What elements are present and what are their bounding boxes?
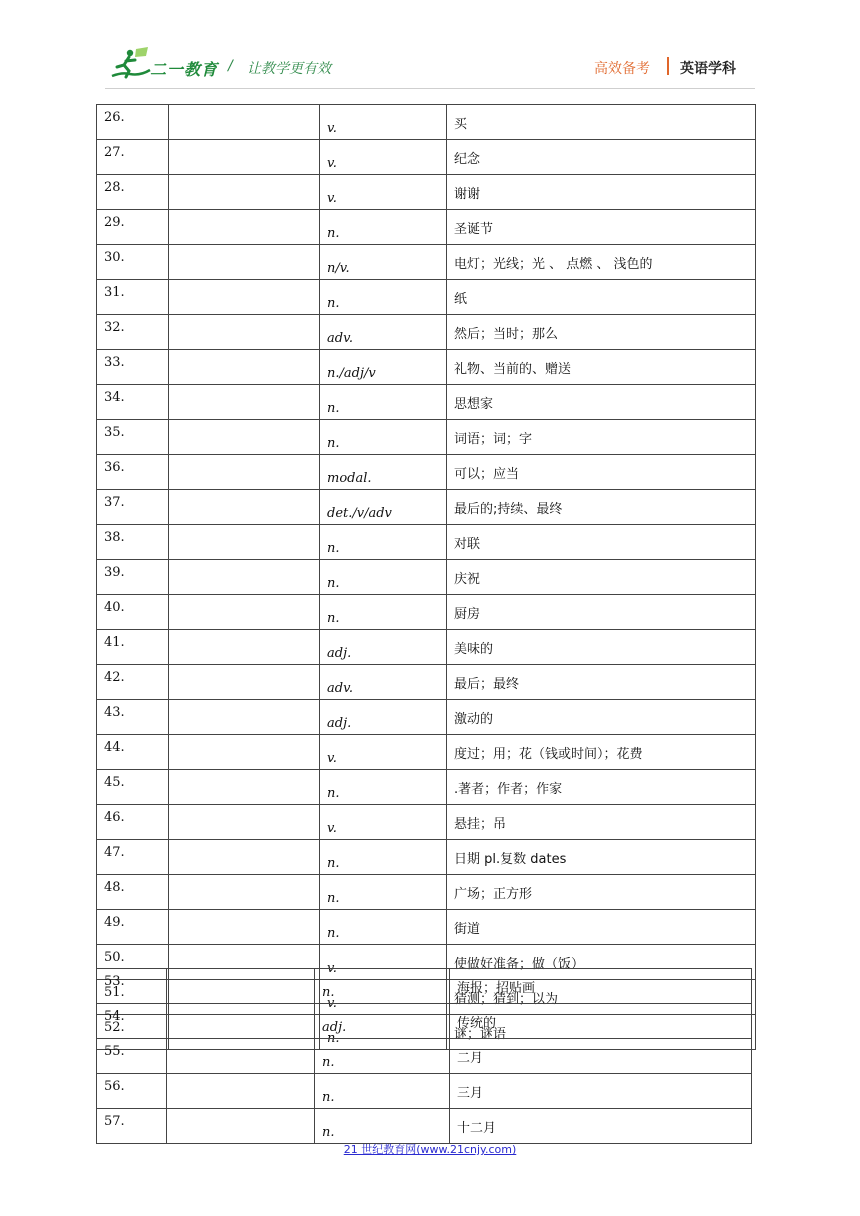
part-of-speech: modal.: [320, 455, 447, 490]
part-of-speech: n.: [320, 210, 447, 245]
word-blank[interactable]: [169, 770, 320, 805]
word-blank[interactable]: [169, 700, 320, 735]
meaning-cell: 可以；应当: [447, 455, 756, 490]
row-number: 38.: [97, 525, 169, 560]
table-row: [97, 805, 756, 840]
word-blank[interactable]: [167, 969, 315, 1004]
table-row: [97, 1039, 752, 1074]
word-blank[interactable]: [169, 350, 320, 385]
part-of-speech: n.: [320, 595, 447, 630]
row-number: 44.: [97, 735, 169, 770]
word-blank[interactable]: [167, 1109, 315, 1144]
table-row: [97, 245, 756, 280]
row-number: 42.: [97, 665, 169, 700]
table-row: [97, 385, 756, 420]
word-blank[interactable]: [169, 245, 320, 280]
part-of-speech: v.: [320, 175, 447, 210]
part-of-speech: adj.: [320, 630, 447, 665]
row-number: 48.: [97, 875, 169, 910]
part-of-speech: n.: [320, 1015, 447, 1050]
meaning-cell: 最后的;持续、最终: [447, 490, 756, 525]
meaning-cell: 礼物、当前的、赠送: [447, 350, 756, 385]
part-of-speech: adv.: [320, 665, 447, 700]
part-of-speech: n.: [315, 1074, 450, 1109]
meaning-cell: 纪念: [447, 140, 756, 175]
row-number: 51.: [97, 980, 169, 1015]
row-number: 45.: [97, 770, 169, 805]
row-number: 54.: [97, 1004, 167, 1039]
table-row: [97, 280, 756, 315]
word-blank[interactable]: [167, 1004, 315, 1039]
row-number: 39.: [97, 560, 169, 595]
table-row: [97, 175, 756, 210]
header-subject-label: 英语学科: [680, 61, 736, 77]
meaning-cell: 思想家: [447, 385, 756, 420]
table-row: [97, 140, 756, 175]
meaning-cell: 猜测；猜到；以为: [447, 980, 756, 1015]
word-blank[interactable]: [169, 490, 320, 525]
meaning-cell: 二月: [450, 1039, 752, 1074]
word-blank[interactable]: [169, 910, 320, 945]
word-blank[interactable]: [167, 1074, 315, 1109]
table-row: [97, 875, 756, 910]
table-row: [97, 420, 756, 455]
table-row: [97, 700, 756, 735]
meaning-cell: 十二月: [450, 1109, 752, 1144]
word-blank[interactable]: [169, 210, 320, 245]
row-number: 52.: [97, 1015, 169, 1050]
header-divider: [667, 57, 669, 75]
meaning-cell: .著者；作者；作家: [447, 770, 756, 805]
table-row: [97, 770, 756, 805]
vocab-table-1: [96, 104, 756, 1050]
table-row: [97, 1004, 752, 1039]
row-number: 37.: [97, 490, 169, 525]
word-blank[interactable]: [169, 105, 320, 140]
part-of-speech: n.: [320, 840, 447, 875]
word-blank[interactable]: [169, 595, 320, 630]
vocab-table-2: [96, 968, 752, 1144]
meaning-cell: 然后；当时；那么: [447, 315, 756, 350]
row-number: 26.: [97, 105, 169, 140]
meaning-cell: 谢谢: [447, 175, 756, 210]
table-row: [97, 1109, 752, 1144]
word-blank[interactable]: [169, 175, 320, 210]
meaning-cell: 谜；谜语: [447, 1015, 756, 1050]
part-of-speech: n.: [320, 910, 447, 945]
row-number: 57.: [97, 1109, 167, 1144]
meaning-cell: 圣诞节: [447, 210, 756, 245]
row-number: 27.: [97, 140, 169, 175]
table-row: [97, 735, 756, 770]
footer-link[interactable]: 21 世纪教育网(www.21cnjy.com): [343, 1143, 517, 1156]
header-rule: [105, 88, 755, 89]
part-of-speech: n.: [315, 1109, 450, 1144]
word-blank[interactable]: [169, 560, 320, 595]
header-exam-label: 高效备考: [594, 61, 650, 77]
table-row: [97, 455, 756, 490]
part-of-speech: v.: [320, 805, 447, 840]
row-number: 41.: [97, 630, 169, 665]
table-row: [97, 630, 756, 665]
row-number: 30.: [97, 245, 169, 280]
part-of-speech: v.: [320, 105, 447, 140]
part-of-speech: v.: [320, 980, 447, 1015]
word-blank[interactable]: [167, 1039, 315, 1074]
table-row: [97, 490, 756, 525]
row-number: 36.: [97, 455, 169, 490]
meaning-cell: 海报；招贴画: [450, 969, 752, 1004]
word-blank[interactable]: [169, 280, 320, 315]
part-of-speech: n.: [320, 385, 447, 420]
row-number: 43.: [97, 700, 169, 735]
brand-slogan: 让教学更有效: [247, 61, 331, 77]
meaning-cell: 最后；最终: [447, 665, 756, 700]
word-blank[interactable]: [169, 630, 320, 665]
row-number: 32.: [97, 315, 169, 350]
part-of-speech: v.: [320, 140, 447, 175]
table-row: [97, 665, 756, 700]
meaning-cell: 美味的: [447, 630, 756, 665]
row-number: 53.: [97, 969, 167, 1004]
part-of-speech: n.: [320, 280, 447, 315]
row-number: 29.: [97, 210, 169, 245]
part-of-speech: n.: [315, 1039, 450, 1074]
table-row: [97, 840, 756, 875]
word-blank[interactable]: [169, 420, 320, 455]
meaning-cell: 度过；用；花（钱或时间）；花费: [447, 735, 756, 770]
meaning-cell: 使做好准备；做（饭）: [447, 945, 756, 980]
meaning-cell: 纸: [447, 280, 756, 315]
meaning-cell: 厨房: [447, 595, 756, 630]
table-row: [97, 525, 756, 560]
meaning-cell: 庆祝: [447, 560, 756, 595]
part-of-speech: n.: [320, 560, 447, 595]
row-number: 28.: [97, 175, 169, 210]
meaning-cell: 广场；正方形: [447, 875, 756, 910]
meaning-cell: 买: [447, 105, 756, 140]
word-blank[interactable]: [169, 455, 320, 490]
word-blank[interactable]: [169, 735, 320, 770]
table-row: [97, 105, 756, 140]
part-of-speech: v.: [320, 735, 447, 770]
table-row: [97, 1074, 752, 1109]
meaning-cell: 日期 pl.复数 dates: [447, 840, 756, 875]
part-of-speech: n.: [320, 875, 447, 910]
word-blank[interactable]: [169, 140, 320, 175]
meaning-cell: 传统的: [450, 1004, 752, 1039]
part-of-speech: det./v/adv: [320, 490, 447, 525]
row-number: 49.: [97, 910, 169, 945]
row-number: 35.: [97, 420, 169, 455]
part-of-speech: adj.: [315, 1004, 450, 1039]
runner-logo-icon: [108, 46, 152, 80]
row-number: 40.: [97, 595, 169, 630]
row-number: 46.: [97, 805, 169, 840]
part-of-speech: n.: [320, 525, 447, 560]
table-row: [97, 315, 756, 350]
part-of-speech: n.: [320, 770, 447, 805]
table-row: [97, 910, 756, 945]
meaning-cell: 街道: [447, 910, 756, 945]
word-blank[interactable]: [169, 525, 320, 560]
word-blank[interactable]: [169, 665, 320, 700]
table-row: [97, 560, 756, 595]
row-number: 50.: [97, 945, 169, 980]
table-row: [97, 595, 756, 630]
part-of-speech: n./adj/v: [320, 350, 447, 385]
brand-name: 二一教育: [150, 60, 219, 79]
row-number: 31.: [97, 280, 169, 315]
row-number: 47.: [97, 840, 169, 875]
word-blank[interactable]: [169, 385, 320, 420]
part-of-speech: v.: [320, 945, 447, 980]
page-header: [0, 0, 860, 100]
part-of-speech: adv.: [320, 315, 447, 350]
meaning-cell: 悬挂；吊: [447, 805, 756, 840]
meaning-cell: 词语；词；字: [447, 420, 756, 455]
page-footer: [0, 1141, 860, 1157]
part-of-speech: adj.: [320, 700, 447, 735]
meaning-cell: 电灯；光线；光 、 点燃 、 浅色的: [447, 245, 756, 280]
row-number: 56.: [97, 1074, 167, 1109]
row-number: 55.: [97, 1039, 167, 1074]
meaning-cell: 三月: [450, 1074, 752, 1109]
row-number: 34.: [97, 385, 169, 420]
meaning-cell: 对联: [447, 525, 756, 560]
word-blank[interactable]: [169, 805, 320, 840]
part-of-speech: n.: [320, 420, 447, 455]
word-blank[interactable]: [169, 875, 320, 910]
word-blank[interactable]: [169, 315, 320, 350]
word-blank[interactable]: [169, 840, 320, 875]
part-of-speech: n.: [315, 969, 450, 1004]
table-row: [97, 210, 756, 245]
table-row: [97, 350, 756, 385]
header-slash: /: [228, 58, 233, 74]
table-row: [97, 969, 752, 1004]
part-of-speech: n/v.: [320, 245, 447, 280]
meaning-cell: 激动的: [447, 700, 756, 735]
row-number: 33.: [97, 350, 169, 385]
